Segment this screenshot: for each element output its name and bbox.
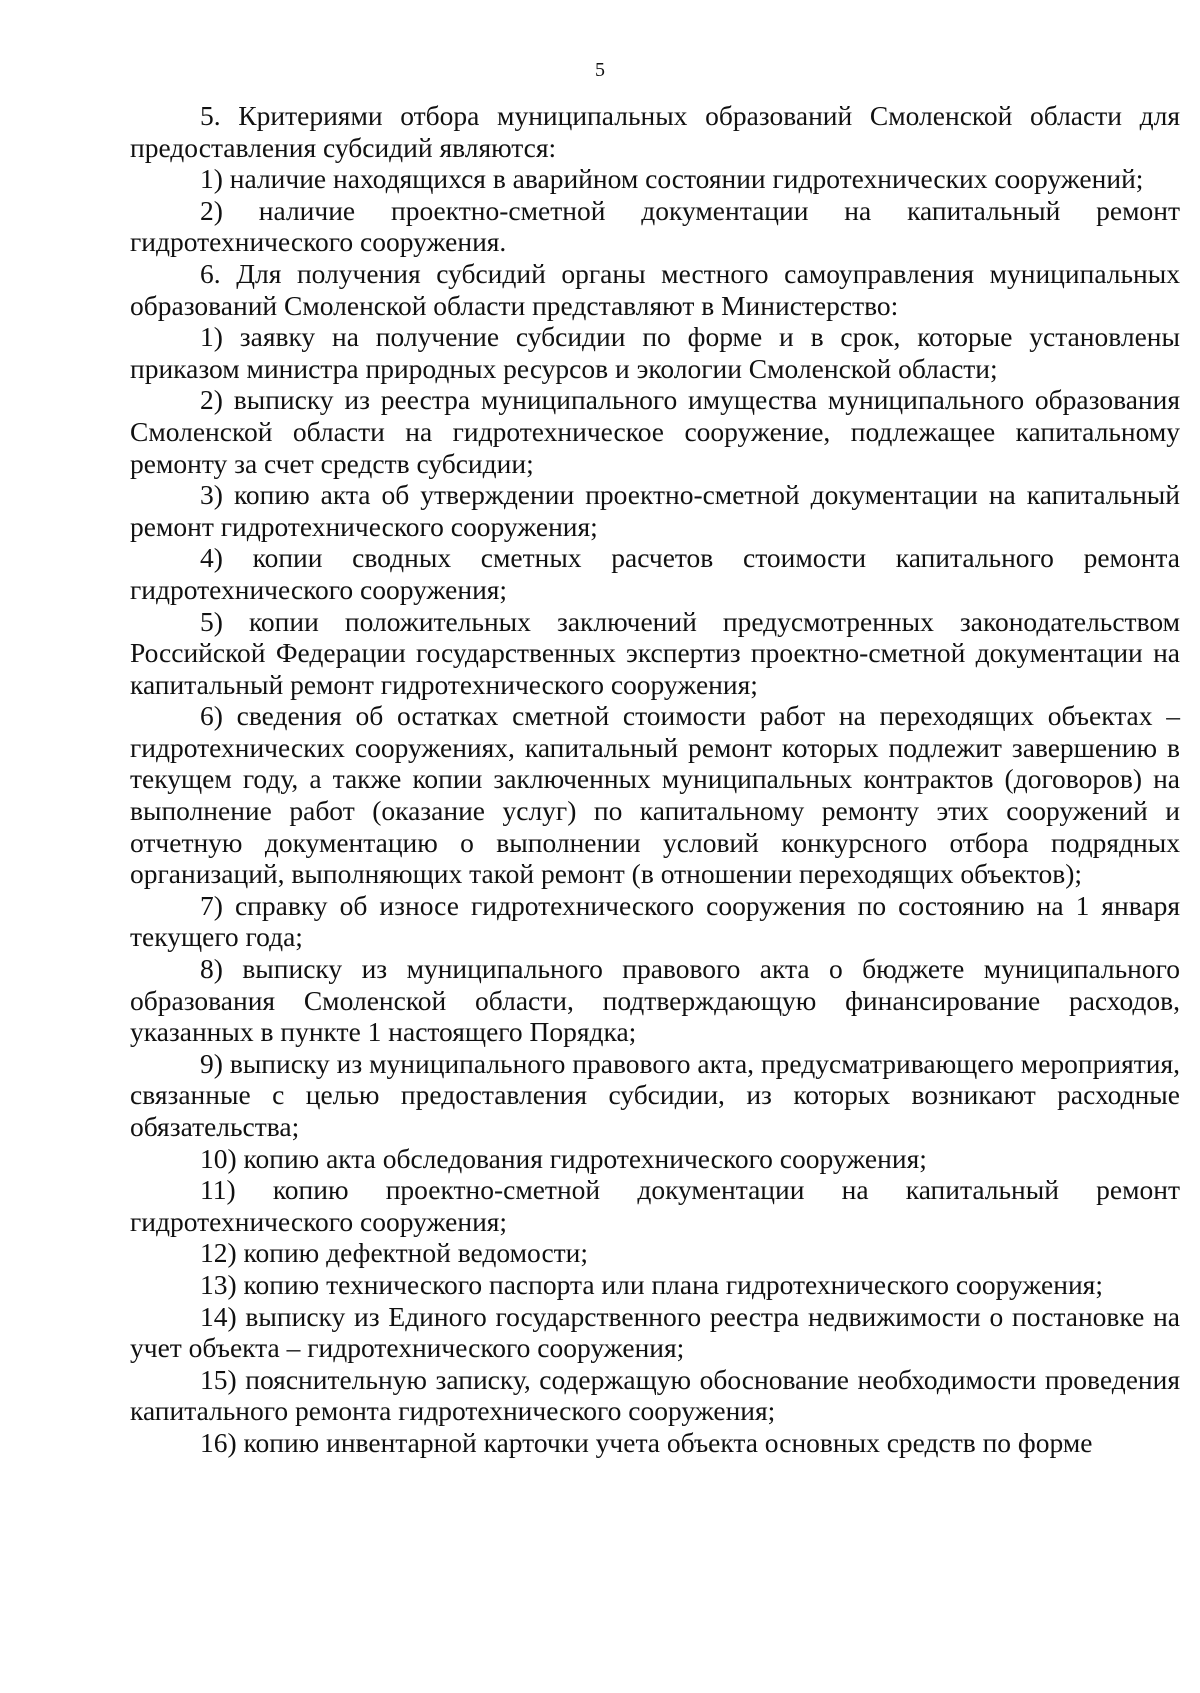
- paragraph-document-2: 2) выписку из реестра муниципального имущества муниципального образования Смоленской области на гидротехническое сооружение, подлежащее капитальному ремонту за счет средств субсидии;: [130, 384, 1180, 479]
- paragraph-document-7: 7) справку об износе гидротехнического сооружения по состоянию на 1 января текущего года;: [130, 889, 1180, 953]
- paragraph-document-9: 9) выписку из муниципального правового акта, предусматривающего мероприятия, связанные с целью предоставления субсидии, из которых возникают расходные обязательства;: [130, 1047, 1180, 1142]
- paragraph-criteria-1: 1) наличие находящихся в аварийном состоянии гидротехнических сооружений;: [200, 163, 1144, 195]
- paragraph-document-3: 3) копию акта об утверждении проектно-сметной документации на капитальный ремонт гидротехнического сооружения;: [130, 479, 1180, 542]
- paragraph-document-5: 5) копии положительных заключений предусмотренных законодательством Российской Федерации государственных экспертиз проектно-сметной документации на капитальный ремонт гидротехнического сооружения;: [130, 605, 1180, 700]
- paragraph-document-15: 15) пояснительную записку, содержащую обоснование необходимости проведения капитального ремонта гидротехнического сооружения;: [130, 1363, 1180, 1427]
- paragraph-document-1: 1) заявку на получение субсидии по форме и в срок, которые установлены приказом министра природных ресурсов и экологии Смоленской области;: [130, 321, 1180, 384]
- paragraph-document-16: 16) копию инвентарной карточки учета объекта основных средств по форме: [200, 1426, 1093, 1458]
- paragraph-document-10: 10) копию акта обследования гидротехнического сооружения;: [200, 1142, 927, 1174]
- document-body: [130, 100, 1180, 1459]
- paragraph-document-11: 11) копию проектно-сметной документации на капитальный ремонт гидротехнического сооружения;: [130, 1174, 1180, 1237]
- paragraph-document-14: 14) выписку из Единого государственного реестра недвижимости о постановке на учет объекта – гидротехнического сооружения;: [130, 1300, 1180, 1364]
- paragraph-document-4: 4) копии сводных сметных расчетов стоимости капитального ремонта гидротехнического сооружения;: [130, 542, 1180, 605]
- paragraph-criteria-intro: 5. Критериями отбора муниципальных образований Смоленской области для предоставления субсидий являются:: [130, 100, 1180, 163]
- paragraph-document-13: 13) копию технического паспорта или плана гидротехнического сооружения;: [200, 1268, 1103, 1300]
- page-number: 5: [595, 59, 605, 81]
- paragraph-document-6: 6) сведения об остатках сметной стоимости работ на переходящих объектах – гидротехнических сооружениях, капитальный ремонт которых подлежит завершению в текущем году, а также копии заключенных муниципальных контрактов (договоров) на выполнение работ (оказание услуг) по капитальному ремонту этих сооружений и отчетную документацию о выполнении условий конкурсного отбора подрядных организаций, выполняющих такой ремонт (в отношении переходящих объектов);: [130, 700, 1180, 890]
- paragraph-document-8: 8) выписку из муниципального правового акта о бюджете муниципального образования Смоленской области, подтверждающую финансирование расходов, указанных в пункте 1 настоящего Порядка;: [130, 953, 1180, 1048]
- paragraph-criteria-2: 2) наличие проектно-сметной документации на капитальный ремонт гидротехнического сооружения.: [130, 194, 1180, 258]
- paragraph-document-12: 12) копию дефектной ведомости;: [200, 1237, 589, 1269]
- paragraph-documents-intro: 6. Для получения субсидий органы местного самоуправления муниципальных образований Смоленской области представляют в Министерство:: [130, 257, 1180, 321]
